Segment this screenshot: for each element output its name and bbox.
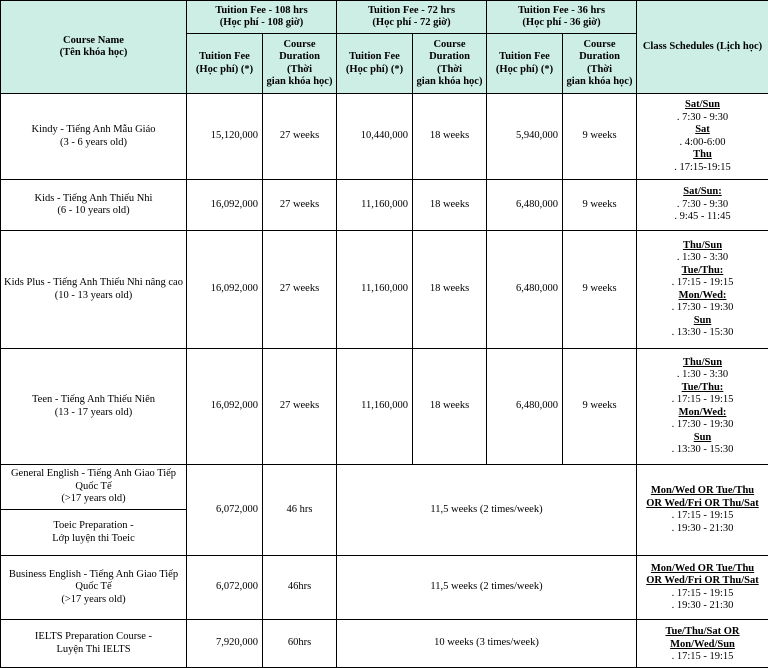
table-row xyxy=(1,556,768,620)
class-schedule: Thu/Sun . 1:30 - 3:30 Tue/Thu: . 17:15 - 19:15 Mon/Wed: . 17:30 - 19:30 Sun . 13:30 - 15:30 xyxy=(637,231,768,349)
hours: 46hrs xyxy=(263,556,337,620)
class-schedule: Tue/Thu/Sat OR Mon/Wed/Sun . 17:15 - 19:15 xyxy=(637,620,768,668)
duration-72: 18 weeks xyxy=(413,180,487,231)
duration-label: Course Duration (Thời gian khóa học) xyxy=(263,34,337,94)
fee-72: 10,440,000 xyxy=(337,94,413,180)
table-row xyxy=(1,94,768,180)
class-schedule: Thu/Sun . 1:30 - 3:30 Tue/Thu: . 17:15 - 19:15 Mon/Wed: . 17:30 - 19:30 Sun . 13:30 - 15:30 xyxy=(637,349,768,465)
table-row xyxy=(1,465,768,510)
fee-36: 6,480,000 xyxy=(487,180,563,231)
duration-36: 9 weeks xyxy=(563,231,637,349)
duration: 11,5 weeks (2 times/week) xyxy=(337,465,637,556)
fee-72: 11,160,000 xyxy=(337,180,413,231)
duration-label: Course Duration (Thời gian khóa học) xyxy=(563,34,637,94)
course-name: Toeic Preparation - Lớp luyện thi Toeic xyxy=(1,510,187,556)
hours: 46 hrs xyxy=(263,465,337,556)
course-name: Kids Plus - Tiếng Anh Thiếu Nhi nâng cao (10 - 13 years old) xyxy=(1,231,187,349)
course-name: Teen - Tiếng Anh Thiếu Niên (13 - 17 years old) xyxy=(1,349,187,465)
fee-108: 16,092,000 xyxy=(187,349,263,465)
duration-108: 27 weeks xyxy=(263,180,337,231)
course-name: Business English - Tiếng Anh Giao Tiếp Quốc Tế (>17 years old) xyxy=(1,556,187,620)
fee: 6,072,000 xyxy=(187,556,263,620)
course-name: Kids - Tiếng Anh Thiếu Nhi (6 - 10 years old) xyxy=(1,180,187,231)
duration-label: Course Duration (Thời gian khóa học) xyxy=(413,34,487,94)
fee-36-header: Tuition Fee - 36 hrs (Học phí - 36 giờ) xyxy=(487,1,637,34)
fee-108-header: Tuition Fee - 108 hrs (Học phí - 108 giờ) xyxy=(187,1,337,34)
fee-72: 11,160,000 xyxy=(337,231,413,349)
course-name: Kindy - Tiếng Anh Mẫu Giáo (3 - 6 years old) xyxy=(1,94,187,180)
table-row xyxy=(1,349,768,465)
fee: 7,920,000 xyxy=(187,620,263,668)
fee-108: 16,092,000 xyxy=(187,231,263,349)
fee-label: Tuition Fee (Học phí) (*) xyxy=(187,34,263,94)
duration: 11,5 weeks (2 times/week) xyxy=(337,556,637,620)
course-name: IELTS Preparation Course - Luyện Thi IELTS xyxy=(1,620,187,668)
fee-36: 6,480,000 xyxy=(487,231,563,349)
duration: 10 weeks (3 times/week) xyxy=(337,620,637,668)
fee-label: Tuition Fee (Học phí) (*) xyxy=(337,34,413,94)
fee-label: Tuition Fee (Học phí) (*) xyxy=(487,34,563,94)
hours: 60hrs xyxy=(263,620,337,668)
duration-72: 18 weeks xyxy=(413,94,487,180)
schedule-header: Class Schedules (Lịch học) xyxy=(637,1,768,94)
class-schedule: Mon/Wed OR Tue/Thu OR Wed/Fri OR Thu/Sat . 17:15 - 19:15 . 19:30 - 21:30 xyxy=(637,556,768,620)
duration-72: 18 weeks xyxy=(413,231,487,349)
fee-36: 6,480,000 xyxy=(487,349,563,465)
class-schedule: Sat/Sun . 7:30 - 9:30 Sat . 4:00-6:00 Thu . 17:15-19:15 xyxy=(637,94,768,180)
fee-72: 11,160,000 xyxy=(337,349,413,465)
duration-36: 9 weeks xyxy=(563,180,637,231)
duration-36: 9 weeks xyxy=(563,94,637,180)
course-name: General English - Tiếng Anh Giao Tiếp Quốc Tế (>17 years old) xyxy=(1,465,187,510)
table-row xyxy=(1,231,768,349)
duration-108: 27 weeks xyxy=(263,94,337,180)
class-schedule: Mon/Wed OR Tue/Thu OR Wed/Fri OR Thu/Sat . 17:15 - 19:15 . 19:30 - 21:30 xyxy=(637,465,768,556)
class-schedule: Sat/Sun: . 7:30 - 9:30 . 9:45 - 11:45 xyxy=(637,180,768,231)
duration-72: 18 weeks xyxy=(413,349,487,465)
fee-72-header: Tuition Fee - 72 hrs (Học phí - 72 giờ) xyxy=(337,1,487,34)
duration-36: 9 weeks xyxy=(563,349,637,465)
table-row xyxy=(1,180,768,231)
fee: 6,072,000 xyxy=(187,465,263,556)
fee-36: 5,940,000 xyxy=(487,94,563,180)
fee-108: 15,120,000 xyxy=(187,94,263,180)
fee-108: 16,092,000 xyxy=(187,180,263,231)
table-row xyxy=(1,620,768,668)
duration-108: 27 weeks xyxy=(263,349,337,465)
course-name-header: Course Name (Tên khóa học) xyxy=(1,1,187,94)
duration-108: 27 weeks xyxy=(263,231,337,349)
